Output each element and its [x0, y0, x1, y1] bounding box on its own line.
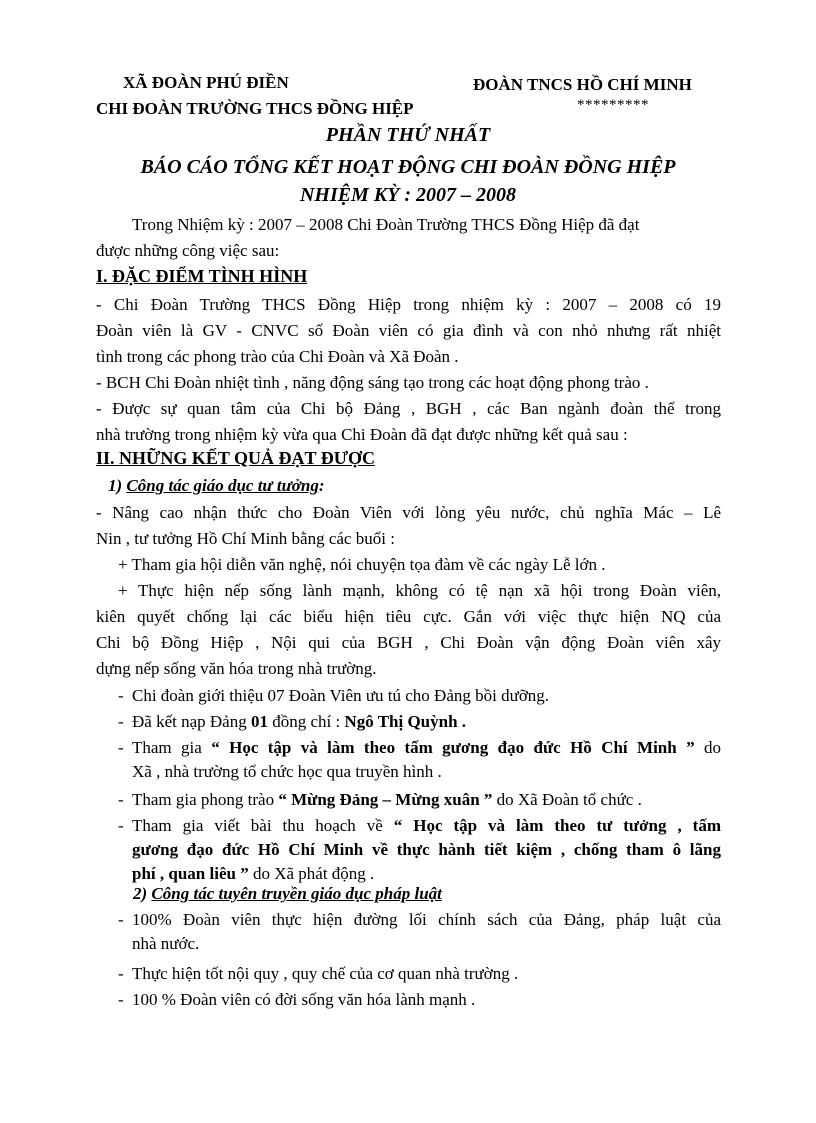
list-item: [118, 788, 721, 812]
header-left-line1: XÃ ĐOÀN PHÚ ĐIỀN: [123, 73, 289, 92]
s2-plus1: + Tham gia hội diễn văn nghệ, nói chuyện tọa đàm về các ngày Lễ lớn .: [118, 555, 606, 574]
b2-text: [118, 710, 721, 734]
subheading-2-label: Công tác tuyên truyền giáo dục pháp luật: [151, 884, 442, 903]
list-item: [118, 908, 721, 956]
b5-line2: gương đạo đức Hồ Chí Minh về thực hành tiết kiệm , chống tham ô lãng: [132, 840, 721, 859]
b4-post: do Xã Đoàn tổ chức .: [492, 790, 642, 809]
b4-text: [118, 788, 721, 812]
b3-line2: Xã , nhà trường tổ chức học qua truyền hình .: [132, 762, 442, 781]
c2-text: Thực hiện tốt nội quy , quy chế của cơ quan nhà trường .: [132, 964, 519, 983]
s2-plus2-line4: dựng nếp sống văn hóa trong nhà trường.: [96, 659, 377, 678]
list-item: [118, 962, 721, 986]
list-item: [118, 988, 721, 1012]
s2-plus2-line2: kiên quyết chống lại các biểu hiện tiêu cực. Gắn với việc thực hiện NQ của: [96, 607, 721, 626]
b5-bold1: “ Học tập và làm theo tư tưởng , tấm: [393, 816, 721, 835]
s1-p2: - BCH Chi Đoàn nhiệt tình , năng động sáng tạo trong các hoạt động phong trào .: [96, 373, 649, 392]
list-item: [118, 710, 721, 734]
b5-line1: [118, 814, 721, 838]
subheading-1: [108, 476, 325, 496]
s1-p3-line2: nhà trường trong nhiệm kỳ vừa qua Chi Đoàn đã đạt được những kết quả sau :: [96, 425, 628, 444]
b3-line1: [118, 736, 721, 760]
c1-line2: nhà nước.: [132, 934, 200, 953]
title-part: PHẦN THỨ NHẤT: [325, 124, 491, 146]
section2-heading: II. NHỮNG KẾT QUẢ ĐẠT ĐƯỢC: [96, 448, 376, 468]
b3-bold: “ Học tập và làm theo tấm gương đạo đức Hồ Chí Minh ”: [211, 738, 695, 757]
s2-a-line2: Nin , tư tưởng Hồ Chí Minh bằng các buổi :: [96, 529, 395, 548]
header-right-line1: ĐOÀN TNCS HỒ CHÍ MINH: [473, 75, 692, 94]
subheading-2-number: 2): [133, 884, 148, 903]
subheading-2: [133, 884, 442, 904]
b5-pre: Tham gia viết bài thu hoạch về: [132, 816, 394, 835]
bullet-dash: -: [118, 712, 124, 731]
s1-p3-line1: - Được sự quan tâm của Chi bộ Đảng , BGH , các Ban ngành đoàn thể trong: [96, 399, 721, 418]
c3-text: 100 % Đoàn viên có đời sống văn hóa lành mạnh .: [132, 990, 476, 1009]
s2-plus2-line1: + Thực hiện nếp sống lành mạnh, không có tệ nạn xã hội trong Đoàn viên,: [118, 581, 721, 600]
b4-pre: Tham gia phong trào: [132, 790, 279, 809]
intro-line1: Trong Nhiệm kỳ : 2007 – 2008 Chi Đoàn Trường THCS Đồng Hiệp đã đạt: [132, 215, 640, 234]
list-item: [118, 684, 721, 708]
bullet-dash: -: [118, 990, 124, 1009]
title-term: NHIỆM KỲ : 2007 – 2008: [299, 184, 517, 206]
subheading-1-label: Công tác giáo dục tư tưởng: [126, 476, 319, 495]
subheading-1-colon: :: [318, 476, 325, 495]
s2-a-line1: - Nâng cao nhận thức cho Đoàn Viên với lòng yêu nước, chủ nghĩa Mác – Lê: [96, 503, 721, 522]
list-item: [118, 814, 721, 886]
b2-mid: đồng chí :: [267, 712, 345, 731]
intro-line2: được những công việc sau:: [96, 241, 280, 260]
header-right-stars: *********: [577, 97, 649, 113]
bullet-dash: -: [118, 686, 124, 705]
header-left-line2: CHI ĐOÀN TRƯỜNG THCS ĐỒNG HIỆP: [96, 99, 414, 118]
b5-line3-bold: phí , quan liêu ”: [132, 864, 249, 883]
b3-pre: Tham gia: [132, 738, 212, 757]
s2-plus2-line3: Chi bộ Đồng Hiệp , Nội qui của BGH , Chi Đoàn vận động Đoàn viên xây: [96, 633, 721, 652]
bullet-dash: -: [118, 816, 124, 835]
bullet-dash: -: [118, 738, 124, 757]
section1-heading: I. ĐẶC ĐIỂM TÌNH HÌNH: [96, 266, 308, 286]
title-report: BÁO CÁO TỔNG KẾT HOẠT ĐỘNG CHI ĐOÀN ĐỒNG HIỆP: [140, 156, 676, 178]
b2-pre: Đã kết nạp Đảng: [132, 712, 251, 731]
b2-number: 01: [250, 712, 268, 731]
c1-line1: 100% Đoàn viên thực hiện đường lối chính sách của Đảng, pháp luật của: [132, 910, 721, 929]
b4-bold: “ Mừng Đảng – Mừng xuân ”: [278, 790, 493, 809]
list-item: [118, 736, 721, 784]
b5-line3: [118, 862, 721, 886]
bullet-dash: -: [118, 910, 124, 929]
s1-p1-line3: tình trong các phong trào của Chi Đoàn và Xã Đoàn .: [96, 347, 459, 366]
bullet-dash: -: [118, 964, 124, 983]
b3-post: do: [694, 738, 721, 757]
b2-name: Ngô Thị Quỳnh .: [344, 712, 467, 731]
bullet-dash: -: [118, 790, 124, 809]
b5-line3-post: do Xã phát động .: [248, 864, 375, 883]
subheading-1-number: 1): [108, 476, 123, 495]
s1-p1-line2: Đoàn viên là GV - CNVC số Đoàn viên có gia đình và con nhỏ nhưng rất nhiệt: [96, 321, 721, 340]
s1-p1-line1: - Chi Đoàn Trường THCS Đồng Hiệp trong nhiệm kỳ : 2007 – 2008 có 19: [96, 295, 721, 314]
b1-text: Chi đoàn giới thiệu 07 Đoàn Viên ưu tú cho Đảng bồi dưỡng.: [132, 686, 550, 705]
